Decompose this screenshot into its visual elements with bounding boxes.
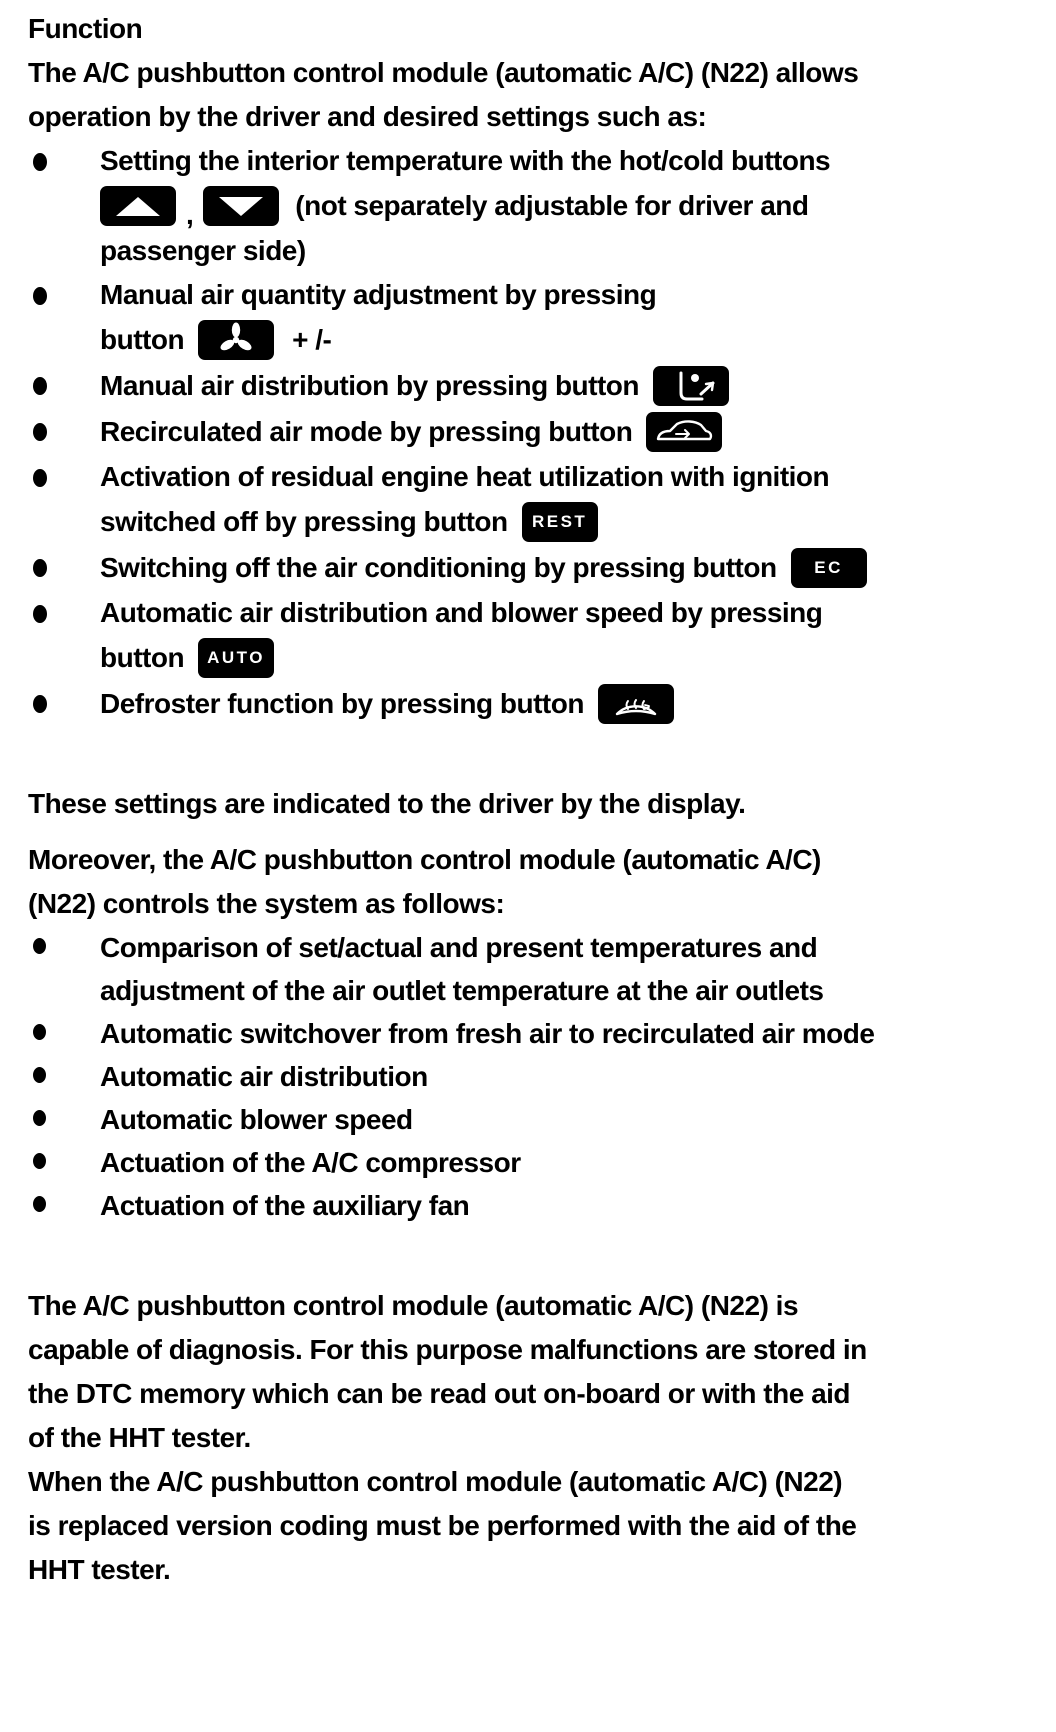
intro-line-1: The A/C pushbutton control module (automatic A/C) (N22) allows: [28, 57, 859, 88]
list-item-auto-mode: [28, 591, 1036, 681]
display-text: These settings are indicated to the driver by the display.: [28, 788, 746, 819]
feature-text: Switching off the air conditioning by pressing button: [100, 552, 777, 583]
bullet-icon: [33, 938, 46, 954]
feature-text: switched off by pressing button: [100, 506, 508, 537]
intro-paragraph: [28, 51, 1036, 139]
feature-text: button: [100, 324, 185, 355]
moreover-paragraph: [28, 838, 1036, 926]
list-item-air-quantity: [28, 273, 1036, 363]
bullet-icon: [33, 1153, 46, 1169]
diagnosis-line: of the HHT tester.: [28, 1422, 251, 1453]
feature-text: Recirculated air mode by pressing button: [100, 416, 633, 447]
bullet-icon: [33, 153, 47, 171]
control-text: Actuation of the auxiliary fan: [100, 1190, 470, 1221]
replacement-line: is replaced version coding must be performed with the aid of the: [28, 1510, 857, 1541]
moreover-line-2: (N22) controls the system as follows:: [28, 888, 505, 919]
bullet-icon: [33, 1067, 46, 1083]
bullet-icon: [33, 1196, 46, 1212]
display-paragraph: [28, 782, 1036, 826]
list-item-residual-heat: [28, 455, 1036, 545]
list-item-switchover: [28, 1012, 1036, 1055]
feature-text: Activation of residual engine heat utilization with ignition: [100, 461, 830, 492]
page-title: Function: [28, 13, 143, 44]
diagnosis-line: the DTC memory which can be read out on-board or with the aid: [28, 1378, 851, 1409]
control-text: Automatic air distribution: [100, 1061, 428, 1092]
bullet-icon: [33, 377, 47, 395]
diagnosis-line: capable of diagnosis. For this purpose malfunctions are stored in: [28, 1334, 867, 1365]
control-text: Actuation of the A/C compressor: [100, 1147, 521, 1178]
feature-text: Defroster function by pressing button: [100, 688, 584, 719]
list-item-auxiliary-fan: [28, 1184, 1036, 1227]
bullet-icon: [33, 469, 47, 487]
recirculated-air-button-icon: [646, 412, 722, 452]
bullet-icon: [33, 695, 47, 713]
bullet-icon: [33, 605, 47, 623]
intro-line-2: operation by the driver and desired settings such as:: [28, 101, 707, 132]
comma-separator: ,: [186, 199, 194, 230]
bullet-icon: [33, 423, 47, 441]
replacement-line: When the A/C pushbutton control module (automatic A/C) (N22): [28, 1466, 843, 1497]
feature-text: Setting the interior temperature with the hot/cold buttons: [100, 145, 831, 176]
fan-button-icon: [198, 320, 274, 360]
feature-text: passenger side): [100, 235, 306, 266]
feature-text: (not separately adjustable for driver and: [295, 190, 809, 221]
auto-button: AUTO: [198, 638, 274, 678]
defroster-button-icon: [598, 684, 674, 724]
bullet-icon: [33, 1024, 46, 1040]
control-text: Comparison of set/actual and present temperatures and: [100, 932, 818, 963]
list-item-auto-blower: [28, 1098, 1036, 1141]
list-item-recirculated-air: [28, 409, 1036, 455]
replacement-line: HHT tester.: [28, 1554, 171, 1585]
rest-button: REST: [522, 502, 598, 542]
temp-down-button-icon: [203, 186, 279, 226]
control-text: adjustment of the air outlet temperature at the air outlets: [100, 975, 824, 1006]
list-item-auto-distribution: [28, 1055, 1036, 1098]
moreover-line-1: Moreover, the A/C pushbutton control module (automatic A/C): [28, 844, 821, 875]
list-item-ec-mode: [28, 545, 1036, 591]
ec-button: EC: [791, 548, 867, 588]
list-item-comparison: [28, 926, 1036, 1012]
control-text: Automatic blower speed: [100, 1104, 413, 1135]
feature-text: Manual air quantity adjustment by pressing: [100, 279, 657, 310]
control-text: Automatic switchover from fresh air to recirculated air mode: [100, 1018, 875, 1049]
feature-text: button: [100, 642, 185, 673]
diagnosis-paragraph: [28, 1284, 1036, 1460]
diagnosis-line: The A/C pushbutton control module (automatic A/C) (N22) is: [28, 1290, 799, 1321]
control-list: [28, 926, 1036, 1227]
bullet-icon: [33, 1110, 46, 1126]
list-item-air-distribution: [28, 363, 1036, 409]
feature-text: + /-: [292, 324, 332, 355]
bullet-icon: [33, 287, 47, 305]
bullet-icon: [33, 559, 47, 577]
feature-list: [28, 139, 1036, 727]
feature-text: Automatic air distribution and blower speed by pressing: [100, 597, 823, 628]
list-item-defroster: [28, 681, 1036, 727]
temp-up-button-icon: [100, 186, 176, 226]
air-distribution-button-icon: [653, 366, 729, 406]
feature-text: Manual air distribution by pressing button: [100, 370, 640, 401]
list-item-temperature: [28, 139, 1036, 273]
replacement-paragraph: [28, 1460, 1036, 1592]
list-item-compressor: [28, 1141, 1036, 1184]
